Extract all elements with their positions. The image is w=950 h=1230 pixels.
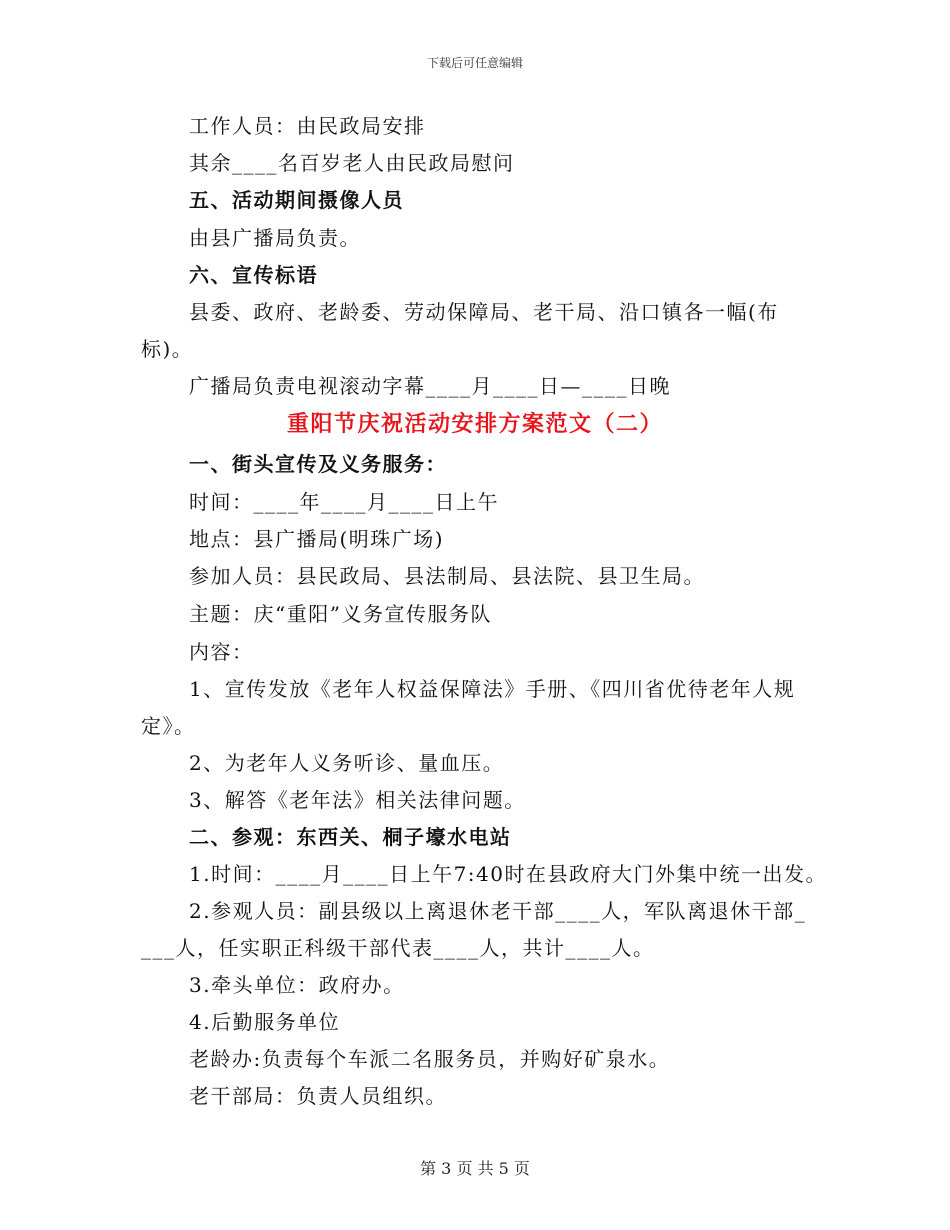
- paragraph-banners-line1: 县委、政府、老龄委、劳动保障局、老干局、沿口镇各一幅(布: [189, 300, 779, 324]
- paragraph-staff: 工作人员：由民政局安排: [189, 114, 426, 138]
- heading-visit: 二、参观：东西关、桐子壕水电站: [189, 825, 512, 849]
- document-title: 重阳节庆祝活动安排方案范文（二）: [286, 411, 663, 437]
- paragraph-centenarians: 其余____名百岁老人由民政局慰问: [189, 151, 515, 175]
- paragraph-time: 时间：____年____月____日上午: [189, 490, 499, 514]
- page-number: 第 3 页 共 5 页: [420, 1159, 530, 1178]
- paragraph-banners-line2: 标)。: [141, 337, 194, 361]
- heading-section-six: 六、宣传标语: [189, 263, 318, 287]
- paragraph-tv-subtitles: 广播局负责电视滚动字幕____月____日—____日晚: [189, 374, 671, 398]
- heading-street-publicity: 一、街头宣传及义务服务：: [189, 452, 447, 476]
- paragraph-content-label: 内容：: [189, 640, 254, 664]
- paragraph-location: 地点：县广播局(明珠广场): [189, 527, 445, 551]
- paragraph-participants: 参加人员：县民政局、县法制局、县法院、县卫生局。: [189, 564, 705, 588]
- list-item-3: 3、解答《老年法》相关法律问题。: [189, 788, 526, 812]
- paragraph-lead-unit: 3.牵头单位：政府办。: [189, 973, 405, 997]
- paragraph-theme: 主题：庆“重阳”义务宣传服务队: [189, 602, 492, 626]
- page-header-note: 下载后可任意编辑: [426, 56, 523, 70]
- paragraph-visitors-line2: ___人，任实职正科级干部代表____人，共计____人。: [141, 936, 655, 960]
- paragraph-broadcast-bureau: 由县广播局负责。: [189, 226, 361, 250]
- paragraph-visitors-line1: 2.参观人员：副县级以上离退休老干部____人，军队离退休干部_: [189, 899, 807, 923]
- list-item-1-line2: 定》。: [141, 714, 196, 738]
- paragraph-visit-time: 1.时间：____月____日上午7:40时在县政府大门外集中统一出发。: [189, 862, 827, 886]
- list-item-2: 2、为老年人义务听诊、量血压。: [189, 751, 505, 775]
- paragraph-veteran-cadres-bureau: 老干部局：负责人员组织。: [189, 1084, 447, 1108]
- paragraph-logistics-units: 4.后勤服务单位: [189, 1010, 341, 1034]
- heading-section-five: 五、活动期间摄像人员: [189, 188, 404, 212]
- list-item-1-line1: 1、宣传发放《老年人权益保障法》手册、《四川省优待老年人规: [189, 677, 796, 701]
- paragraph-aging-office: 老龄办:负责每个车派二名服务员，并购好矿泉水。: [189, 1047, 671, 1071]
